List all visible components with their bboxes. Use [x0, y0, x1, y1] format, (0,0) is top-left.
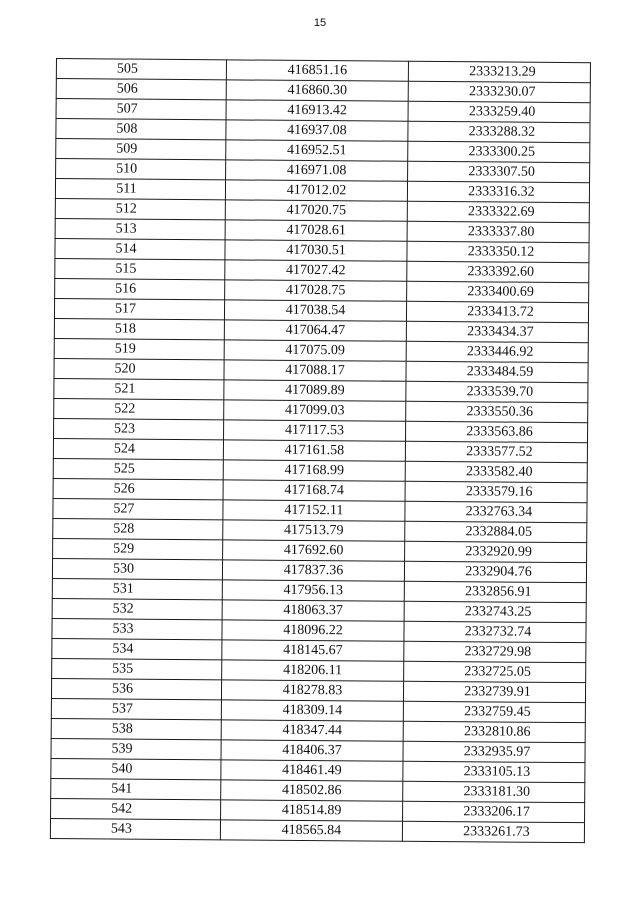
x-coordinate-cell: 417117.53: [224, 420, 406, 441]
point-number-cell: 538: [51, 718, 221, 739]
point-number-cell: 521: [54, 378, 224, 399]
point-number-cell: 514: [55, 238, 225, 259]
y-coordinate-cell: 2333484.59: [406, 361, 588, 382]
x-coordinate-cell: 417088.17: [224, 360, 406, 381]
x-coordinate-cell: 416913.42: [226, 100, 408, 121]
y-coordinate-cell: 2332725.05: [404, 661, 586, 682]
x-coordinate-cell: 418145.67: [222, 640, 404, 661]
y-coordinate-cell: 2333579.16: [405, 481, 587, 502]
point-number-cell: 541: [51, 778, 221, 799]
point-number-cell: 539: [51, 738, 221, 759]
point-number-cell: 511: [55, 179, 225, 200]
x-coordinate-cell: 416952.51: [226, 140, 408, 161]
y-coordinate-cell: 2333350.12: [407, 241, 589, 262]
point-number-cell: 517: [54, 298, 224, 319]
y-coordinate-cell: 2333446.92: [406, 341, 588, 362]
y-coordinate-cell: 2333392.60: [407, 261, 589, 282]
y-coordinate-cell: 2333577.52: [405, 441, 587, 462]
y-coordinate-cell: 2332856.91: [404, 581, 586, 602]
y-coordinate-cell: 2333337.80: [407, 221, 589, 242]
point-number-cell: 525: [53, 458, 223, 479]
y-coordinate-cell: 2333582.40: [405, 461, 587, 482]
point-number-cell: 537: [51, 698, 221, 719]
x-coordinate-cell: 418347.44: [221, 720, 403, 741]
y-coordinate-cell: 2333434.37: [406, 321, 588, 342]
x-coordinate-cell: 416937.08: [226, 120, 408, 141]
x-coordinate-cell: 416860.30: [226, 80, 408, 101]
y-coordinate-cell: 2333206.17: [403, 801, 585, 822]
x-coordinate-cell: 417956.13: [222, 580, 404, 601]
x-coordinate-cell: 418502.86: [221, 780, 403, 801]
y-coordinate-cell: 2332935.97: [403, 741, 585, 762]
y-coordinate-cell: 2333181.30: [403, 781, 585, 802]
x-coordinate-cell: 417513.79: [223, 520, 405, 541]
point-number-cell: 529: [53, 538, 223, 559]
point-number-cell: 528: [53, 518, 223, 539]
y-coordinate-cell: 2333105.13: [403, 761, 585, 782]
x-coordinate-cell: 417152.11: [223, 500, 405, 521]
x-coordinate-cell: 417075.09: [224, 340, 406, 361]
y-coordinate-cell: 2332763.34: [405, 501, 587, 522]
x-coordinate-cell: 416851.16: [226, 60, 408, 81]
x-coordinate-cell: 417028.61: [225, 220, 407, 241]
y-coordinate-cell: 2333261.73: [402, 821, 584, 842]
y-coordinate-cell: 2333539.70: [406, 381, 588, 402]
y-coordinate-cell: 2333400.69: [407, 281, 589, 302]
y-coordinate-cell: 2332743.25: [404, 601, 586, 622]
y-coordinate-cell: 2333213.29: [408, 61, 590, 82]
y-coordinate-cell: 2333288.32: [408, 121, 590, 142]
point-number-cell: 510: [56, 159, 226, 180]
x-coordinate-cell: 417012.02: [225, 180, 407, 201]
y-coordinate-cell: 2333322.69: [407, 201, 589, 222]
x-coordinate-cell: 417692.60: [223, 540, 405, 561]
x-coordinate-cell: 418096.22: [222, 620, 404, 641]
y-coordinate-cell: 2333413.72: [406, 301, 588, 322]
y-coordinate-cell: 2332729.98: [404, 641, 586, 662]
table-row: [50, 818, 584, 842]
point-number-cell: 542: [51, 798, 221, 819]
point-number-cell: 531: [52, 578, 222, 599]
x-coordinate-cell: 418514.89: [221, 800, 403, 821]
point-number-cell: 533: [52, 618, 222, 639]
coordinates-table: [50, 58, 591, 843]
coordinates-table-body: [50, 59, 590, 843]
x-coordinate-cell: 417064.47: [224, 320, 406, 341]
point-number-cell: 540: [51, 758, 221, 779]
x-coordinate-cell: 418406.37: [221, 740, 403, 761]
point-number-cell: 523: [54, 418, 224, 439]
y-coordinate-cell: 2332732.74: [404, 621, 586, 642]
y-coordinate-cell: 2332739.91: [403, 681, 585, 702]
x-coordinate-cell: 418309.14: [221, 700, 403, 721]
point-number-cell: 543: [50, 818, 220, 839]
y-coordinate-cell: 2332810.86: [403, 721, 585, 742]
point-number-cell: 509: [56, 139, 226, 160]
y-coordinate-cell: 2333300.25: [408, 141, 590, 162]
page-number: 15: [313, 17, 327, 29]
y-coordinate-cell: 2333550.36: [406, 401, 588, 422]
x-coordinate-cell: 418063.37: [222, 600, 404, 621]
x-coordinate-cell: 417099.03: [224, 400, 406, 421]
y-coordinate-cell: 2332759.45: [403, 701, 585, 722]
x-coordinate-cell: 417027.42: [225, 260, 407, 281]
x-coordinate-cell: 418278.83: [221, 680, 403, 701]
x-coordinate-cell: 417837.36: [222, 560, 404, 581]
x-coordinate-cell: 417168.99: [223, 460, 405, 481]
point-number-cell: 515: [55, 258, 225, 279]
point-number-cell: 512: [55, 198, 225, 219]
x-coordinate-cell: 418565.84: [220, 820, 402, 841]
x-coordinate-cell: 417028.75: [225, 280, 407, 301]
point-number-cell: 530: [52, 558, 222, 579]
point-number-cell: 532: [52, 598, 222, 619]
x-coordinate-cell: 417089.89: [224, 380, 406, 401]
point-number-cell: 520: [54, 358, 224, 379]
point-number-cell: 516: [55, 278, 225, 299]
point-number-cell: 508: [56, 119, 226, 140]
point-number-cell: 507: [56, 99, 226, 120]
y-coordinate-cell: 2333230.07: [408, 81, 590, 102]
point-number-cell: 534: [52, 638, 222, 659]
point-number-cell: 522: [54, 398, 224, 419]
point-number-cell: 526: [53, 478, 223, 499]
x-coordinate-cell: 417030.51: [225, 240, 407, 261]
point-number-cell: 536: [51, 678, 221, 699]
y-coordinate-cell: 2332904.76: [404, 561, 586, 582]
x-coordinate-cell: 418206.11: [222, 660, 404, 681]
x-coordinate-cell: 417020.75: [225, 200, 407, 221]
point-number-cell: 513: [55, 218, 225, 239]
point-number-cell: 519: [54, 338, 224, 359]
point-number-cell: 506: [56, 79, 226, 100]
y-coordinate-cell: 2333259.40: [408, 101, 590, 122]
x-coordinate-cell: 417161.58: [223, 440, 405, 461]
x-coordinate-cell: 417038.54: [224, 300, 406, 321]
x-coordinate-cell: 418461.49: [221, 760, 403, 781]
y-coordinate-cell: 2332884.05: [405, 521, 587, 542]
point-number-cell: 505: [56, 59, 226, 80]
x-coordinate-cell: 417168.74: [223, 480, 405, 501]
point-number-cell: 518: [54, 318, 224, 339]
point-number-cell: 527: [53, 498, 223, 519]
y-coordinate-cell: 2332920.99: [405, 541, 587, 562]
y-coordinate-cell: 2333316.32: [407, 181, 589, 202]
point-number-cell: 524: [53, 438, 223, 459]
y-coordinate-cell: 2333563.86: [406, 421, 588, 442]
point-number-cell: 535: [52, 658, 222, 679]
x-coordinate-cell: 416971.08: [226, 160, 408, 181]
y-coordinate-cell: 2333307.50: [408, 161, 590, 182]
